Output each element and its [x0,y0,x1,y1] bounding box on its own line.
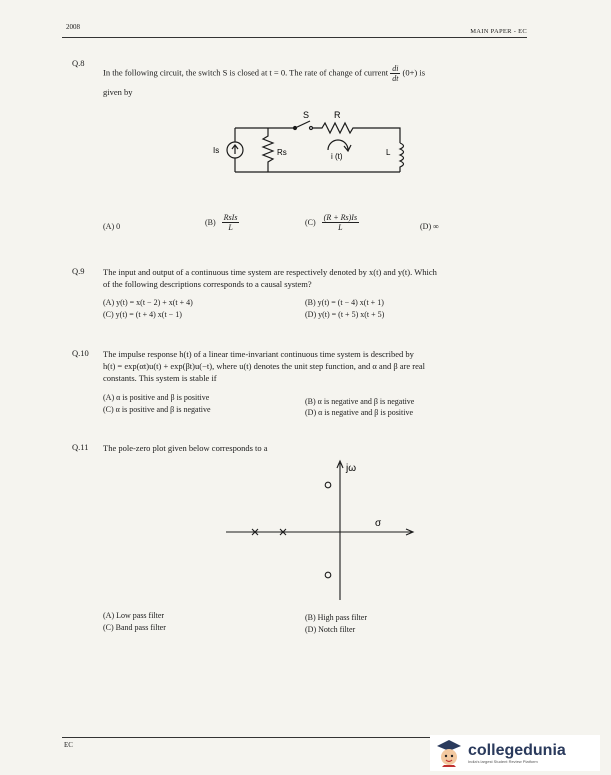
footer-code: EC [64,741,73,749]
q8-label-current: i (t) [331,152,343,161]
q11-option-b[interactable]: (B) High pass filter [305,613,367,622]
q8-option-b[interactable] [205,213,239,232]
q10-text-3: constants. This system is stable if [103,373,217,383]
q8-option-a[interactable]: (A) 0 [103,222,121,231]
q8-text-2: given by [103,87,133,97]
q8-number: Q.8 [72,58,85,68]
q8-text-1 [103,64,425,83]
q11-number: Q.11 [72,442,89,452]
q8-option-b-den: L [228,223,233,232]
q8-text-1a: In the following circuit, the switch S is closed at t = 0. The rate of change of current [103,67,389,78]
q8-didt-num: di [392,64,399,73]
q10-option-b[interactable]: (B) α is negative and β is negative [305,397,415,406]
q8-label-l: L [386,148,391,157]
q10-option-d[interactable]: (D) α is negative and β is positive [305,408,414,417]
q10-option-c[interactable]: (C) α is positive and β is negative [103,405,211,414]
q8-label-is: Is [213,146,220,155]
q10-option-a[interactable]: (A) α is positive and β is positive [103,393,210,402]
q9-text-1: The input and output of a continuous time system are respectively denoted by x(t) and y(t). Which [103,267,437,277]
q9-option-a[interactable]: (A) y(t) = x(t − 2) + x(t + 4) [103,298,193,307]
q11-label-sigma: σ [375,518,382,529]
q8-text-1b: (0+) is [402,67,426,78]
header-year: 2008 [66,23,80,31]
collegedunia-logo[interactable] [430,735,600,771]
q8-didt-den: dt [392,74,399,83]
q11-text-1: The pole-zero plot given below corresponds to a [103,443,268,453]
q8-label-rs: Rs [277,148,287,157]
q10-text-1: The impulse response h(t) of a linear time-invariant continuous time system is described by [103,349,414,359]
q8-option-b-fraction [222,213,240,232]
q8-label-r: R [334,110,341,120]
q8-didt-fraction [390,64,400,83]
q9-option-b[interactable]: (B) y(t) = (t − 4) x(t + 1) [305,298,384,307]
q8-circuit-diagram [210,108,430,188]
q10-text-2: h(t) = exp(αt)u(t) + exp(βt)u(−t), where u(t) denotes the unit step function, and α and β are real [103,361,426,371]
logo-text-block [464,743,566,764]
student-mascot-icon [434,737,464,769]
q11-pole-zero-plot [220,455,420,605]
q11-option-d[interactable]: (D) Notch filter [305,625,356,634]
logo-name: collegedunia [468,741,566,759]
header-paper: MAIN PAPER - EC [470,28,527,35]
q11-option-c[interactable]: (C) Band pass filter [103,623,166,632]
header-rule [62,37,527,38]
q8-option-c-den: L [338,223,343,232]
q9-option-c[interactable]: (C) y(t) = (t + 4) x(t − 1) [103,310,182,319]
q8-label-switch: S [303,110,310,120]
q9-option-d[interactable]: (D) y(t) = (t + 5) x(t + 5) [305,310,385,319]
q8-option-b-label: (B) [205,218,216,227]
q11-label-jw: jω [346,463,357,474]
q11-option-a[interactable]: (A) Low pass filter [103,611,165,620]
q8-option-c[interactable] [305,213,359,232]
q8-option-c-label: (C) [305,218,316,227]
q8-option-d[interactable]: (D) ∞ [420,222,439,231]
q8-option-b-num: RsIs [223,213,238,222]
q10-number: Q.10 [72,348,89,358]
q9-number: Q.9 [72,266,85,276]
logo-tagline: India's largest Student Review Platform [468,758,538,764]
q8-option-c-fraction [322,213,359,232]
q8-option-c-num: (R + Rs)Is [323,213,358,222]
q9-text-2: of the following descriptions corresponds to a causal system? [103,279,312,289]
